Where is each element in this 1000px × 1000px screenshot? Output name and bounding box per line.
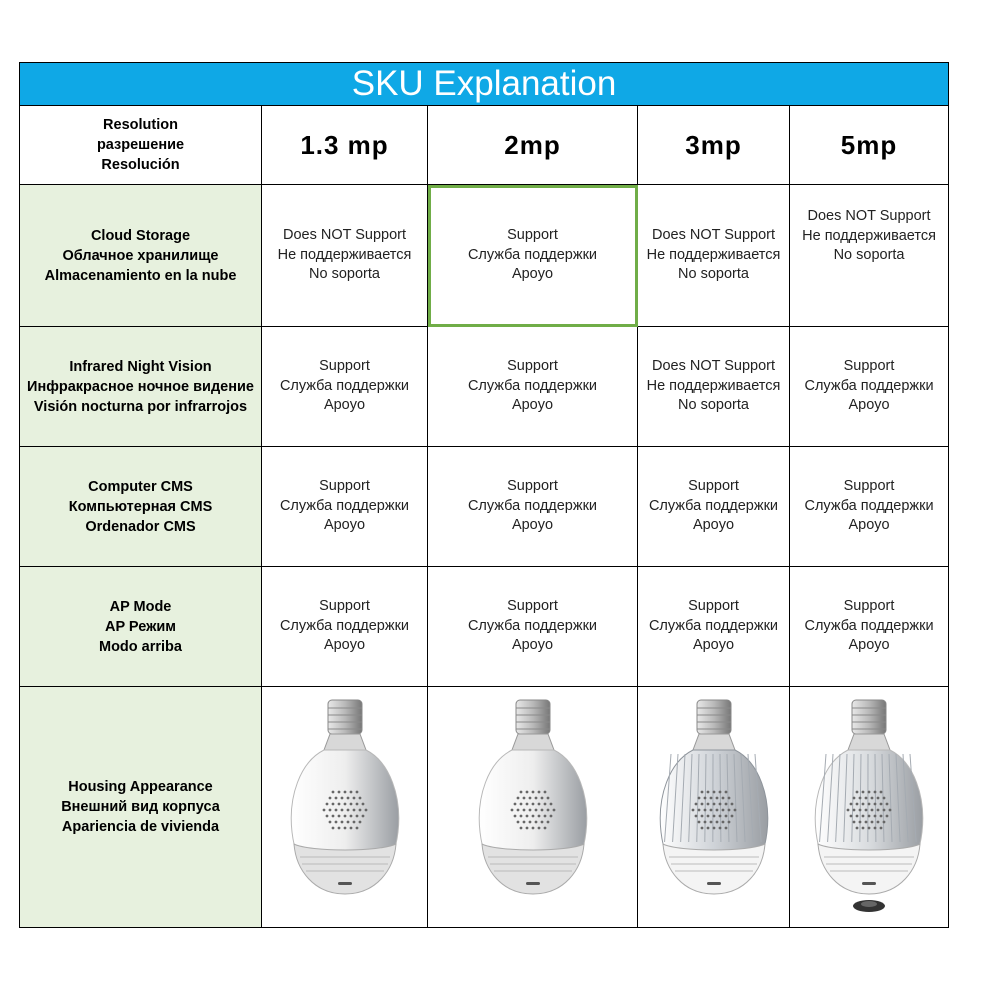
housing-appearance-row [20,687,949,928]
bulb-image-3mp [638,687,790,928]
infrared-night-vision-row [20,327,949,447]
cloud-storage-label: Cloud Storage Облачное хранилище Almacenamiento en la nube [20,185,262,327]
ap-mode-label: AP Mode AP Режим Modo arriba [20,567,262,687]
bulb-image-2mp [428,687,638,928]
resolution-label: Resolution разрешение Resolución [20,106,262,185]
bulb-camera-icon [458,692,608,922]
table-title: SKU Explanation [351,64,617,103]
value-cell: Support Служба поддержки Apoyo [790,567,949,687]
bulb-camera-icon [639,692,789,922]
housing-appearance-label: Housing Appearance Внешний вид корпуса Apariencia de vivienda [20,687,262,928]
value-cell: Support Служба поддержки Apoyo [638,567,790,687]
resolution-row [20,106,949,185]
column-header-2mp: 2mp [428,106,638,185]
value-cell: Support Служба поддержки Apoyo [790,447,949,567]
bulb-camera-icon [794,692,944,922]
value-cell: Support Служба поддержки Apoyo [262,327,428,447]
ap-mode-row [20,567,949,687]
column-header-1-3mp: 1.3 mp [262,106,428,185]
value-cell: Does NOT Support Не поддерживается No soporta [790,185,949,327]
bulb-camera-icon [270,692,420,922]
title-bar [20,63,949,106]
bulb-image-1-3mp [262,687,428,928]
value-cell: Support Служба поддержки Apoyo [428,327,638,447]
computer-cms-row [20,447,949,567]
computer-cms-label: Computer CMS Компьютерная CMS Ordenador CMS [20,447,262,567]
value-cell: Does NOT Support Не поддерживается No soporta [638,185,790,327]
value-cell: Support Служба поддержки Apoyo [428,447,638,567]
value-cell: Does NOT Support Не поддерживается No soporta [262,185,428,327]
value-cell: Support Служба поддержки Apoyo [790,327,949,447]
value-cell: Support Служба поддержки Apoyo [428,567,638,687]
value-cell: Support Служба поддержки Apoyo [262,447,428,567]
cloud-storage-row [20,185,949,327]
column-header-3mp: 3mp [638,106,790,185]
bulb-image-5mp [790,687,949,928]
infrared-night-vision-label: Infrared Night Vision Инфракрасное ночное видение Visión nocturna por infrarrojos [20,327,262,447]
selected-cell[interactable]: Support Служба поддержки Apoyo [428,185,638,327]
value-cell: Support Служба поддержки Apoyo [262,567,428,687]
value-cell: Does NOT Support Не поддерживается No soporta [638,327,790,447]
column-header-5mp: 5mp [790,106,949,185]
value-cell: Support Служба поддержки Apoyo [638,447,790,567]
sku-table [19,62,949,928]
